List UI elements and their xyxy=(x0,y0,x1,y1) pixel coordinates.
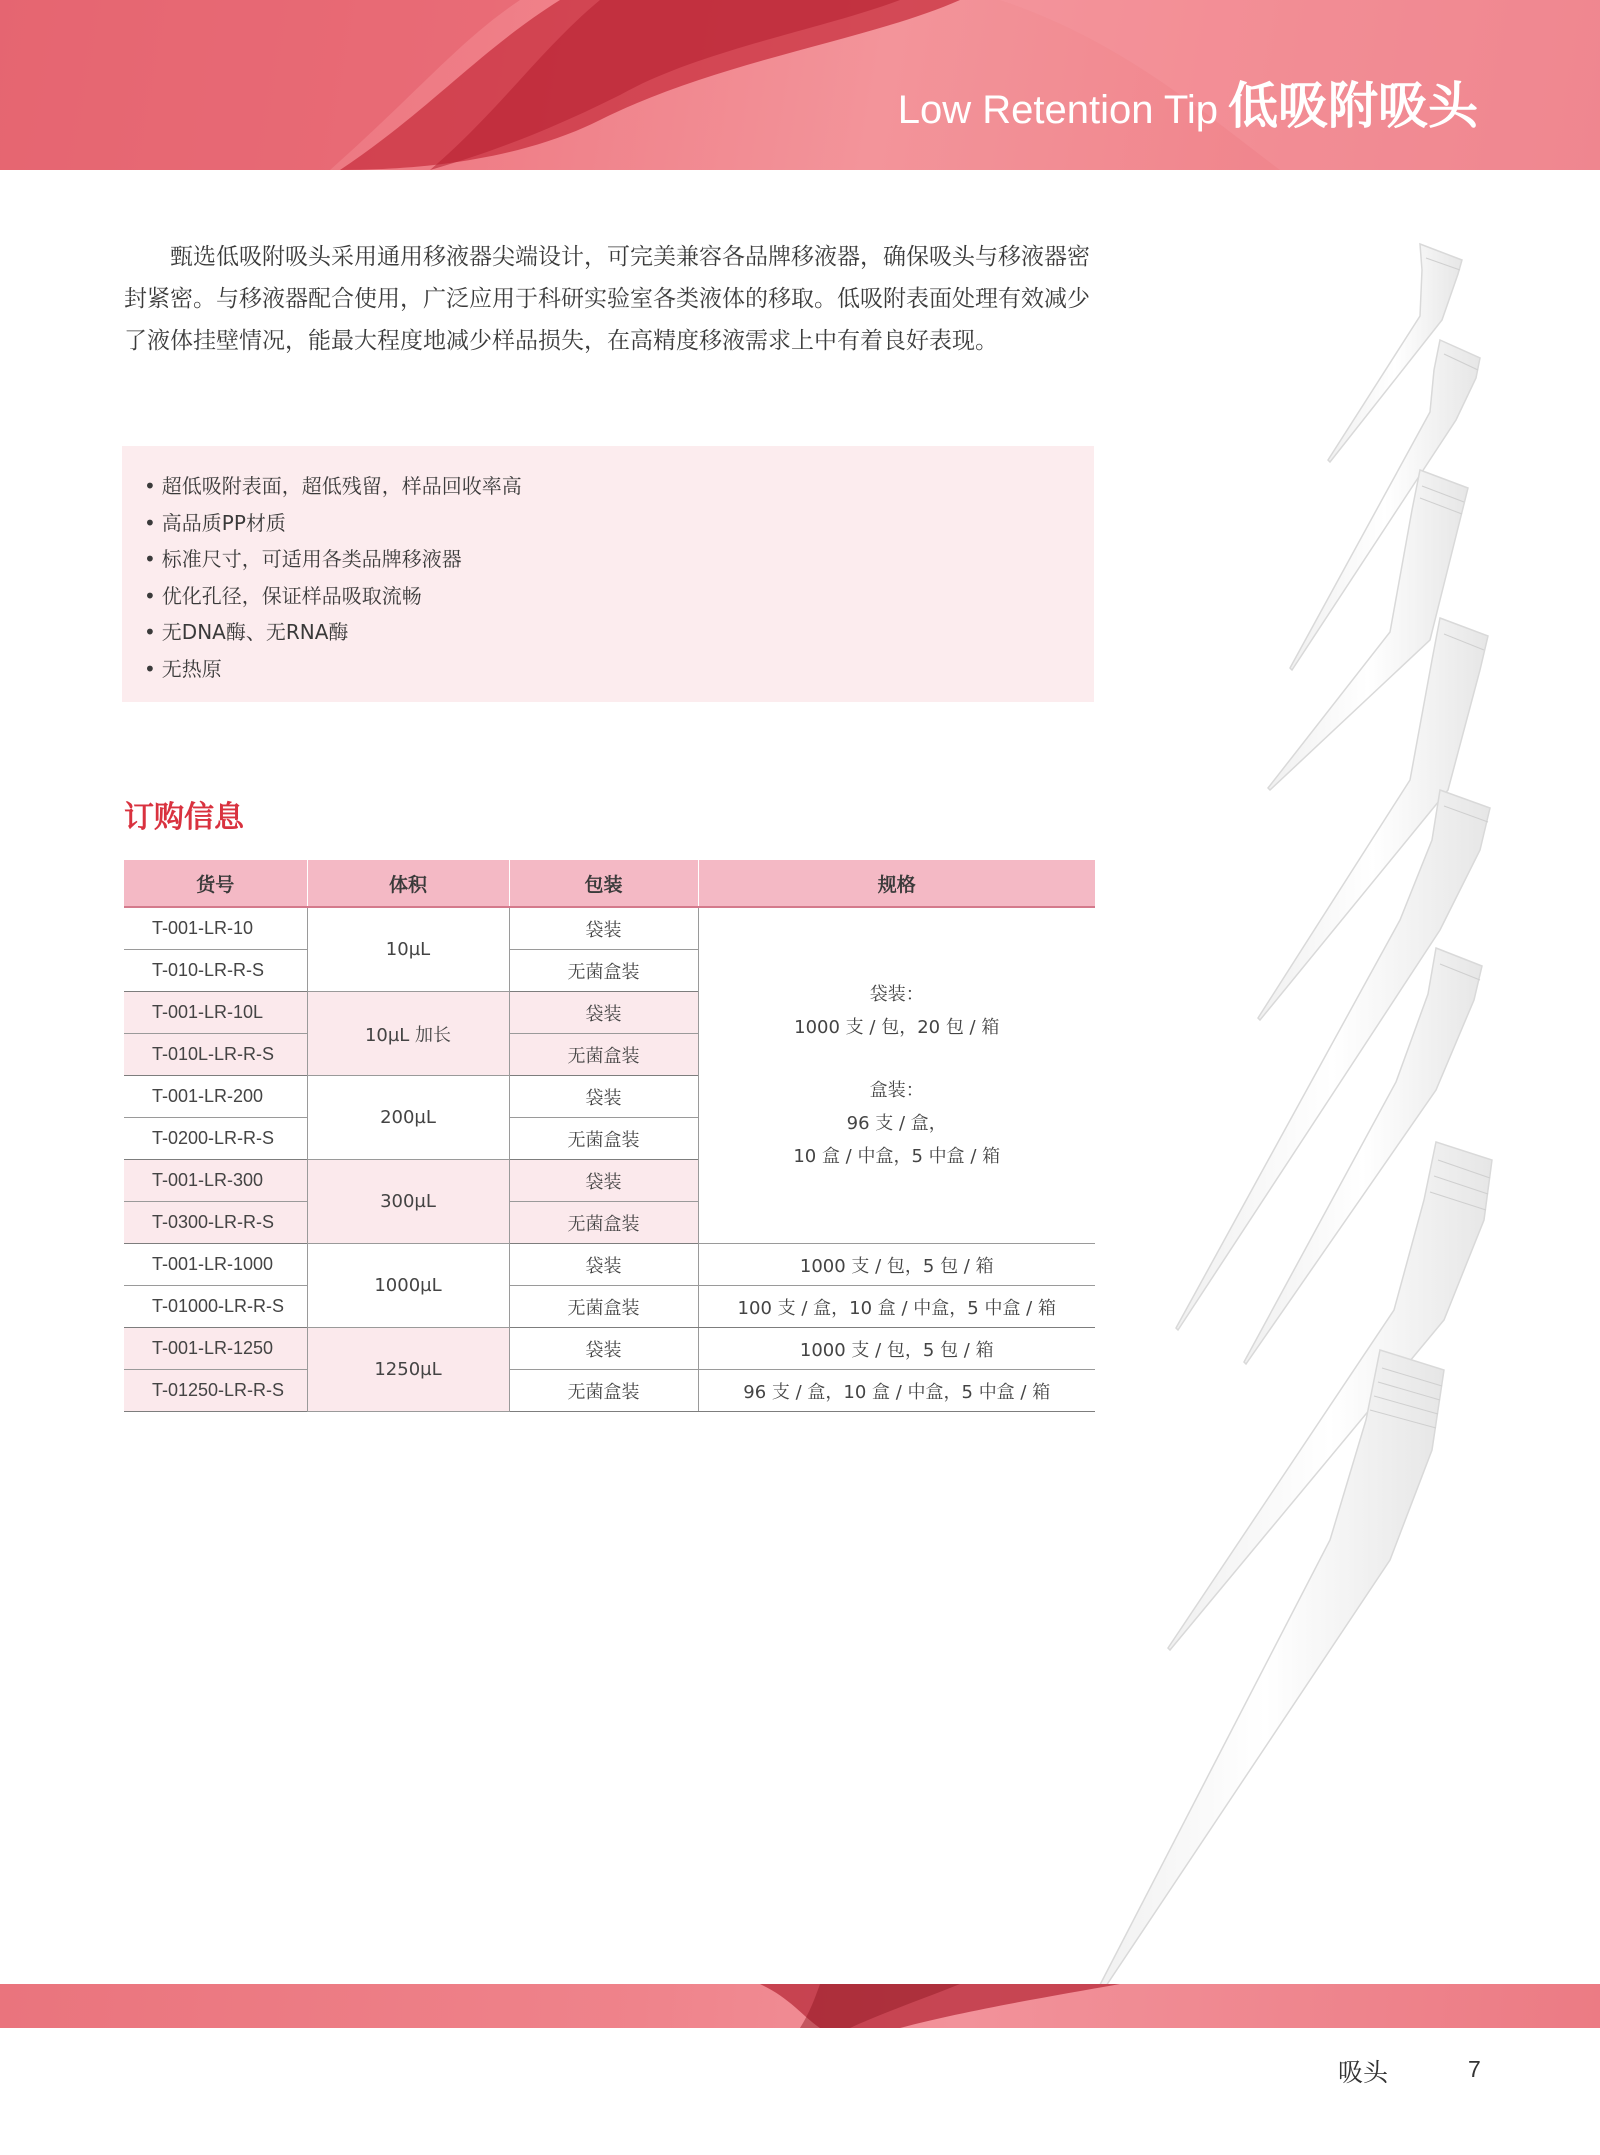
table-row xyxy=(124,1286,1095,1328)
package-cell: 袋装 xyxy=(509,1244,698,1286)
features-box xyxy=(122,446,1094,702)
table-row xyxy=(124,1370,1095,1412)
product-code: T-01250-LR-R-S xyxy=(124,1370,307,1412)
volume-cell: 1250µL xyxy=(307,1328,509,1412)
feature-item: • 超低吸附表面，超低残留，样品回收率高 xyxy=(144,468,1094,505)
product-code: T-001-LR-1250 xyxy=(124,1328,307,1370)
package-cell: 无菌盒装 xyxy=(509,950,698,992)
package-cell: 无菌盒装 xyxy=(509,1286,698,1328)
product-code: T-0300-LR-R-S xyxy=(124,1202,307,1244)
package-cell: 无菌盒装 xyxy=(509,1370,698,1412)
intro-paragraph: 甄选低吸附吸头采用通用移液器尖端设计，可完美兼容各品牌移液器，确保吸头与移液器密封紧密。与移液器配合使用，广泛应用于科研实验室各类液体的移取。低吸附表面处理有效减少了液体挂壁情况，能最大程度地减少样品损失，在高精度移液需求上中有着良好表现。 xyxy=(124,244,1090,354)
volume-cell: 10µL 加长 xyxy=(307,992,509,1076)
col-header-spec: 规格 xyxy=(698,860,1095,907)
order-section-title: 订购信息 xyxy=(124,800,244,835)
table-row xyxy=(124,907,1095,950)
col-header-code: 货号 xyxy=(124,860,307,907)
spec-bag-label: 袋装： xyxy=(869,984,924,1005)
footer-band xyxy=(0,1984,1600,2028)
footer-section-label: 吸头 xyxy=(1338,2058,1389,2087)
volume-cell: 200µL xyxy=(307,1076,509,1160)
spec-box-label: 盒装： xyxy=(869,1080,924,1101)
product-code: T-01000-LR-R-S xyxy=(124,1286,307,1328)
spec-box-value: 96 支 / 盒， xyxy=(846,1113,947,1134)
product-code: T-0200-LR-R-S xyxy=(124,1118,307,1160)
table-row xyxy=(124,1328,1095,1370)
table-row xyxy=(124,1244,1095,1286)
package-cell: 袋装 xyxy=(509,992,698,1034)
pipette-tip-largest xyxy=(1088,1350,1444,2010)
product-code: T-010L-LR-R-S xyxy=(124,1034,307,1076)
package-cell: 袋装 xyxy=(509,907,698,950)
page-title-zh: 低吸附吸头 xyxy=(1228,77,1478,135)
spec-cell: 1000 支 / 包，5 包 / 箱 xyxy=(698,1328,1095,1370)
product-code: T-010-LR-R-S xyxy=(124,950,307,992)
page-title xyxy=(898,66,1478,136)
product-code: T-001-LR-300 xyxy=(124,1160,307,1202)
volume-cell: 10µL xyxy=(307,907,509,992)
package-cell: 袋装 xyxy=(509,1328,698,1370)
feature-item: • 优化孔径，保证样品吸取流畅 xyxy=(144,578,1094,615)
feature-item: • 无热原 xyxy=(144,651,1094,688)
product-code: T-001-LR-200 xyxy=(124,1076,307,1118)
spec-bag-value: 1000 支 / 包，20 包 / 箱 xyxy=(794,1017,1000,1038)
volume-cell: 300µL xyxy=(307,1160,509,1244)
spec-cell-shared xyxy=(698,907,1095,1244)
spec-cell: 1000 支 / 包，5 包 / 箱 xyxy=(698,1244,1095,1286)
package-cell: 无菌盒装 xyxy=(509,1118,698,1160)
col-header-volume: 体积 xyxy=(307,860,509,907)
header-banner xyxy=(0,0,1600,170)
package-cell: 袋装 xyxy=(509,1076,698,1118)
product-code: T-001-LR-10L xyxy=(124,992,307,1034)
feature-item: • 高品质PP材质 xyxy=(144,505,1094,542)
package-cell: 袋装 xyxy=(509,1160,698,1202)
col-header-package: 包装 xyxy=(509,860,698,907)
package-cell: 无菌盒装 xyxy=(509,1034,698,1076)
footer-ribbon-decoration xyxy=(0,1984,1600,2028)
feature-item: • 标准尺寸，可适用各类品牌移液器 xyxy=(144,541,1094,578)
features-list xyxy=(144,468,1094,687)
product-code: T-001-LR-1000 xyxy=(124,1244,307,1286)
pipette-tips-illustration xyxy=(1060,230,1520,2020)
page-title-en: Low Retention Tip xyxy=(897,88,1218,132)
package-cell: 无菌盒装 xyxy=(509,1202,698,1244)
page-number: 7 xyxy=(1468,2056,1481,2082)
feature-item: • 无DNA酶、无RNA酶 xyxy=(144,614,1094,651)
spec-cell: 96 支 / 盒，10 盒 / 中盒，5 中盒 / 箱 xyxy=(698,1370,1095,1412)
volume-cell: 1000µL xyxy=(307,1244,509,1328)
product-code: T-001-LR-10 xyxy=(124,907,307,950)
spec-cell: 100 支 / 盒，10 盒 / 中盒，5 中盒 / 箱 xyxy=(698,1286,1095,1328)
table-header-row xyxy=(124,860,1095,907)
spec-box-value: 10 盒 / 中盒，5 中盒 / 箱 xyxy=(793,1146,1001,1167)
order-table xyxy=(124,860,1095,1412)
